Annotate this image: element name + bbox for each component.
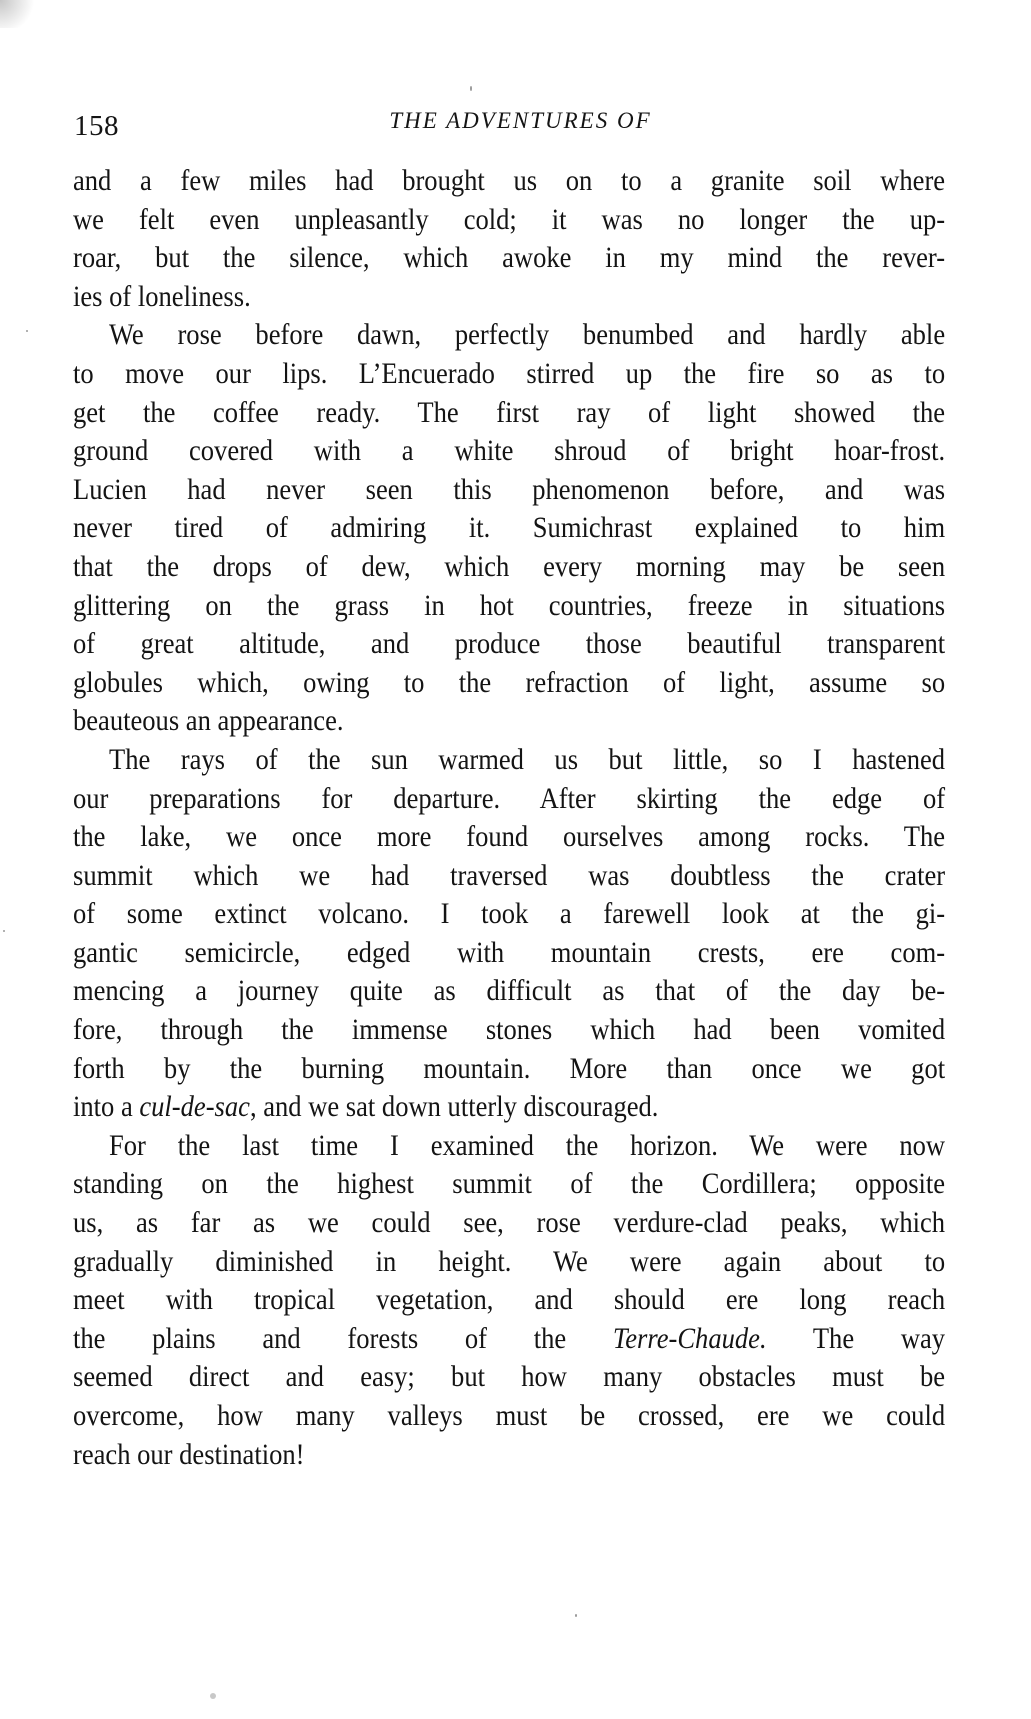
text-line: For the last time I examined the horizon. We were now xyxy=(109,1129,946,1162)
text-line: roar, but the silence, which awoke in my mind the rever- xyxy=(73,242,946,275)
scan-corner-noise xyxy=(0,0,40,28)
text-line: We rose before dawn, perfectly benumbed and hardly able xyxy=(109,319,946,352)
text-line: we felt even unpleasantly cold; it was no longer the up- xyxy=(73,203,946,236)
text-line: overcome, how many valleys must be crossed, ere we could xyxy=(73,1400,946,1432)
text-line: to move our lips. L’Encuerado stirred up the fire so as to xyxy=(73,357,946,390)
text-line: gantic semicircle, edged with mountain crests, ere com- xyxy=(73,936,946,969)
text-line: and a few miles had brought us on to a granite soil where xyxy=(73,165,946,197)
text-line: meet with tropical vegetation, and should ere long reach xyxy=(73,1284,946,1317)
text-line: forth by the burning mountain. More than once we got xyxy=(73,1052,946,1085)
text-line: The rays of the sun warmed us but little, so I hastened xyxy=(109,743,946,776)
text-line: fore, through the immense stones which had been vomited xyxy=(73,1014,946,1047)
paragraph xyxy=(73,316,945,741)
italic-term: cul-de-sac xyxy=(139,1091,250,1124)
running-head: THE ADVENTURES OF xyxy=(389,108,652,133)
paragraph xyxy=(73,162,945,316)
scan-speck xyxy=(575,1614,577,1617)
text-line: mencing a journey quite as difficult as that of the day be- xyxy=(73,975,946,1008)
text-run: into a xyxy=(73,1091,140,1124)
text-line: us, as far as we could see, rose verdure-clad peaks, which xyxy=(73,1207,946,1240)
text-line: globules which, owing to the refraction of light, assume so xyxy=(73,666,946,699)
text-line: seemed direct and easy; but how many obstacles must be xyxy=(73,1361,946,1394)
paragraph xyxy=(73,741,945,1127)
text-line: the lake, we once more found ourselves among rocks. The xyxy=(73,821,946,854)
text-line: summit which we had traversed was doubtless the crater xyxy=(73,859,946,892)
text-line: gradually diminished in height. We were again about to xyxy=(73,1245,946,1278)
text-line: reach our destination! xyxy=(73,1438,305,1471)
text-line: never tired of admiring it. Sumichrast explained to him xyxy=(73,512,946,545)
text-line: Lucien had never seen this phenomenon before, and was xyxy=(73,473,946,506)
text-line xyxy=(73,1088,945,1127)
paragraph xyxy=(73,1127,945,1474)
text-line: ies of loneliness. xyxy=(73,280,251,313)
text-line: our preparations for departure. After skirting the edge of xyxy=(73,782,946,815)
text-line xyxy=(73,1320,945,1359)
text-run: , and we sat down utterly discouraged. xyxy=(249,1091,659,1124)
scan-speck xyxy=(210,1693,216,1699)
scan-speck xyxy=(26,330,28,332)
text-line: ground covered with a white shroud of bright hoar-frost. xyxy=(73,435,946,468)
italic-term: Terre-Chaude. xyxy=(612,1322,767,1355)
text-run: The way xyxy=(766,1322,946,1355)
text-line: get the coffee ready. The first ray of light showed the xyxy=(73,396,946,429)
scan-speck xyxy=(3,930,5,932)
text-line: standing on the highest summit of the Cordillera; opposite xyxy=(73,1168,946,1201)
page-number: 158 xyxy=(74,110,119,142)
text-line: of great altitude, and produce those beautiful transparent xyxy=(73,628,946,661)
text-line: beauteous an appearance. xyxy=(73,705,344,738)
text-line: that the drops of dew, which every morning may be seen xyxy=(73,550,946,583)
text-line: glittering on the grass in hot countries, freeze in situations xyxy=(73,589,946,622)
page-body xyxy=(73,162,945,1474)
text-run: the plains and forests of the xyxy=(73,1322,613,1355)
scan-speck xyxy=(470,86,472,91)
text-line: of some extinct volcano. I took a farewell look at the gi- xyxy=(73,898,946,931)
